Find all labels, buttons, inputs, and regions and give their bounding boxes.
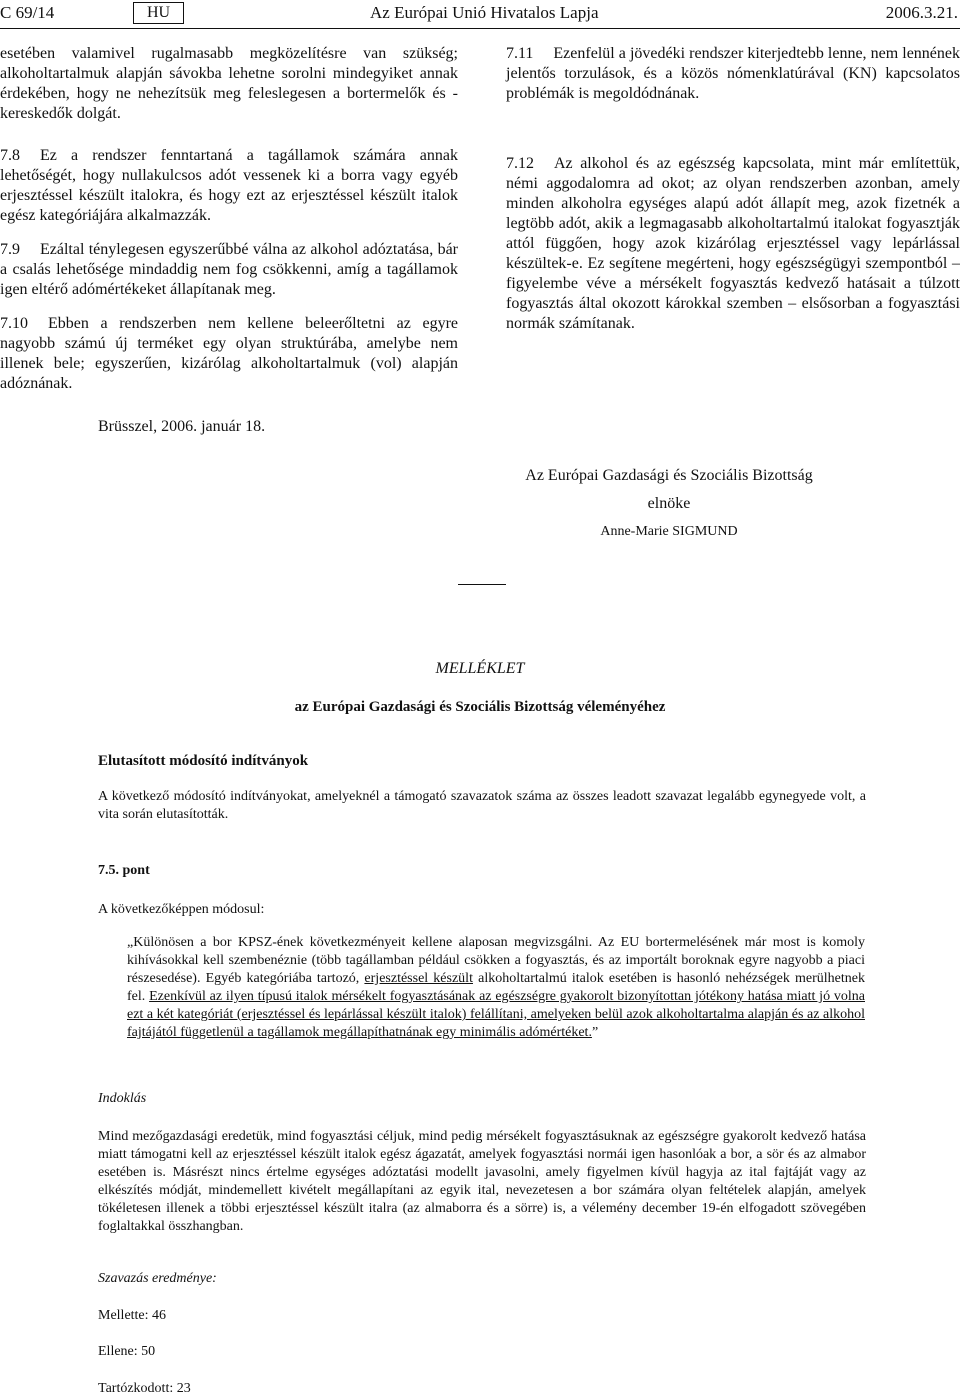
quote-text: alkoholtartalmú italok esetében is hasonló nehézségek merülhetnek fel.: [127, 971, 865, 1004]
paragraph-text: Ebben a rendszerben nem kellene beleerőltetni az egyre nagyobb számú új terméket egy olyan struktúrába, amelybe nem illenek bele; egyszerűen, kizárólag alkoholtartalmuk (vol) alapján adóznának.: [0, 315, 458, 392]
section-heading: Elutasított módosító indítványok: [98, 753, 309, 769]
separator-line: [458, 584, 506, 585]
left-column: [0, 44, 458, 408]
language-badge: HU: [133, 2, 184, 24]
annex-title: MELLÉKLET: [435, 660, 525, 677]
paragraph-7-9: [0, 240, 458, 300]
vote-abstain: Tartózkodott: 23: [98, 1381, 191, 1396]
quote-end: ”: [591, 1025, 599, 1040]
vote-for: Mellette: 46: [98, 1308, 167, 1323]
paragraph-continued: esetében valamivel rugalmasabb megközelítésre van szükség; alkoholtartalmuk alapján sávokba lehetne sorolni mindegyiket annak érdekében, hogy ne nehezítsük meg feleslegesen a bortermelők és -kereskedők dolgát.: [0, 45, 458, 122]
paragraph-number: 7.8: [0, 147, 20, 164]
quote-text: „Különösen a bor KPSZ-ének következményeit kellene alaposan megvizsgálni. Az EU bortermelésének már most is komoly kihívásokkal kell szembenéznie (több tagállamban például csökken a fogyasztás, és az importált boroknak egyre nagyobb a piaci részesedése). Egyéb kategóriába tartozó,: [127, 935, 865, 986]
paragraph-number: 7.9: [0, 241, 20, 258]
paragraph-text: Az alkohol és az egészség kapcsolata, mint már említettük, némi aggodalomra ad okot; az olyan rendszerben azonban, amely minden alkoholra egységes alapú adót állapít meg, azok fizetnék a legtöbb adót, akik a legmagasabb alkoholtartalmú italokat fogyasztják attól függően, hogy azok kizárólag erjesztéssel vagy lepárlással készültek-e. Ez segítene megérteni, hogy egészségügyi szempontból – figyelembe véve a mérsékelt fogyasztás kedvező hatásait a túlzott fogyasztás által okozott károkkal szemben – elsősorban a fogyasztási normák számítanak.: [506, 155, 960, 332]
place-date: Brüsszel, 2006. január 18.: [98, 418, 266, 435]
signature-role: elnöke: [647, 495, 691, 512]
quote-underlined: erjesztéssel készült: [364, 971, 473, 986]
annex-intro: A következő módosító indítványokat, amelyeknél a támogató szavazatok száma az összes leadott szavazat legalább egynegyede volt, a vita során elutasították.: [98, 789, 866, 822]
paragraph-7-12: [506, 154, 960, 334]
modify-label: A következőképpen módosul:: [98, 902, 265, 917]
reason-text: Mind mezőgazdasági eredetük, mind fogyasztási céljuk, mind pedig mérsékelt fogyasztásuknak az egészségre gyakorolt kedvező hatása miatt támogatni kell az erjesztéssel készült italok egész ágazatát, amelyek fogyasztási normái igen hasonlóak a bor, a sör és az almabor esetében is. Másrészt nincs értelme egységes adóztatási modellt javasolni, amely figyelmen kívül hagyja az ital fajtáját vagy az elkészítés módját, mindemellett kivételt megállapítani az egyik ital, nevezetesen a bor számára olyan feltételek alapján, amelyek tökéletesen illenek a többi erjesztéssel készült italra (az almaborra és a sörre) is, a vélemény december 19-én elfogadott szövegében foglaltakkal összhangban.: [98, 1129, 866, 1234]
point-label: 7.5. pont: [98, 863, 150, 878]
paragraph-number: 7.12: [506, 155, 534, 172]
paragraph-7-10: [0, 314, 458, 394]
paragraph-text: Ezenfelül a jövedéki rendszer kiterjedtebb lenne, nem lennének jelentős torzulások, és a közös nómenklatúrával (KN) kapcsolatos problémák is megoldódnának.: [506, 45, 960, 102]
annex-subtitle: az Európai Gazdasági és Szociális Bizottság véleményéhez: [294, 699, 666, 715]
paragraph-7-11: [506, 44, 960, 104]
paragraph-number: 7.11: [506, 45, 534, 62]
signature-block: [506, 462, 832, 546]
paragraph-text: Ez a rendszer fenntartaná a tagállamok számára annak lehetőségét, hogy nullakulcsos adót vessenek ki a borra vagy egyéb erjesztéssel készült italokra, és hogy ezt az erjesztéssel készült italok egész kategóriájára alkalmazzák.: [0, 147, 458, 224]
header-rule: [0, 28, 960, 29]
quote-underlined: Ezenkívül az ilyen típusú italok mérsékelt fogyasztásának az egészségre gyakorolt bizonyítottan jótékony hatása miatt jó volna ezt a két kategóriát (erjesztéssel és lepárlással készült italok) felállítani, amelyeken belül azok alkoholtartalma alapján és az alkohol fajtájától függetlenül a tagállamok megállapíthatnának egy minimális adómértéket.: [127, 989, 865, 1040]
paragraph-7-8: [0, 146, 458, 226]
signature-org: Az Európai Gazdasági és Szociális Bizottság: [525, 467, 813, 484]
paragraph-number: 7.10: [0, 315, 28, 332]
paragraph-text: Ezáltal ténylegesen egyszerűbbé válna az alkohol adóztatása, bár a csalás lehetősége mindaddig nem fog csökkenni, amíg a tagállamok igen eltérő adómértékeket állapítanak meg.: [0, 241, 458, 298]
right-column: [506, 44, 960, 348]
amendment-quote: [127, 934, 865, 1042]
vote-label: Szavazás eredménye:: [98, 1271, 217, 1286]
vote-against: Ellene: 50: [98, 1344, 156, 1359]
page-reference: C 69/14: [0, 3, 55, 22]
publication-date: 2006.3.21.: [885, 3, 958, 22]
reason-label: Indoklás: [98, 1091, 147, 1106]
signature-name: Anne-Marie SIGMUND: [600, 524, 738, 539]
journal-title: Az Európai Unió Hivatalos Lapja: [370, 3, 599, 22]
